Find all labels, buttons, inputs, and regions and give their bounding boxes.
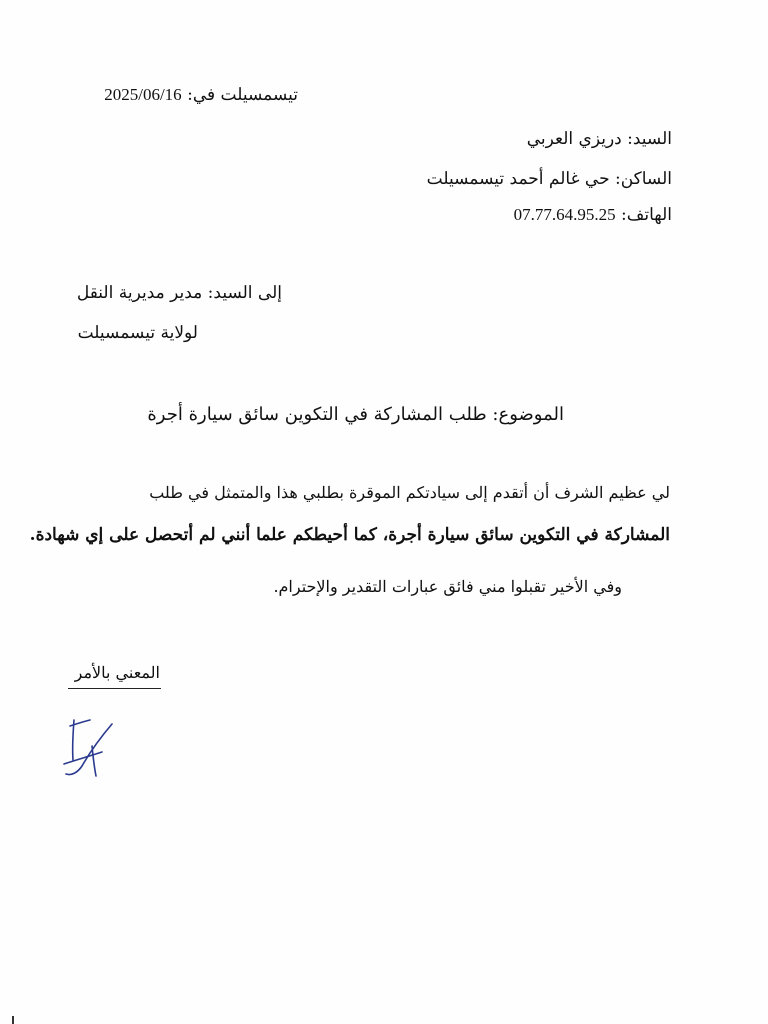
sender-phone	[514, 204, 672, 226]
signature-icon	[56, 716, 126, 786]
date-value: 2025/06/16	[104, 85, 182, 104]
signatory-underline	[68, 688, 161, 689]
date-line	[104, 84, 298, 106]
subject-line: الموضوع: طلب المشاركة في التكوين سائق سيارة أجرة	[147, 404, 564, 425]
body-paragraph-line-2: المشاركة في التكوين سائق سيارة أجرة، كما أحيطكم علما أنني لم أتحصل على إي شهادة.	[29, 525, 670, 545]
recipient-line-1: إلى السيد: مدير مديرية النقل	[76, 283, 282, 303]
recipient-line-2: لولاية تيسمسيلت	[77, 323, 198, 343]
sender-address: الساكن: حي غالم أحمد تيسمسيلت	[426, 169, 672, 189]
date-label: تيسمسيلت في:	[187, 85, 298, 105]
body-paragraph-line-1: لي عظيم الشرف أن أتقدم إلى سيادتكم الموقرة بطلبي هذا والمتمثل في طلب	[149, 483, 670, 502]
sender-name: السيد: دريزي العربي	[526, 129, 672, 149]
phone-value: 07.77.64.95.25	[513, 205, 616, 224]
signatory-label: المعني بالأمر	[74, 663, 160, 682]
phone-label: الهاتف:	[621, 205, 672, 225]
scan-edge-mark	[12, 1016, 14, 1024]
body-closing-line: وفي الأخير تقبلوا مني فائق عبارات التقدير والإحترام.	[273, 577, 622, 596]
